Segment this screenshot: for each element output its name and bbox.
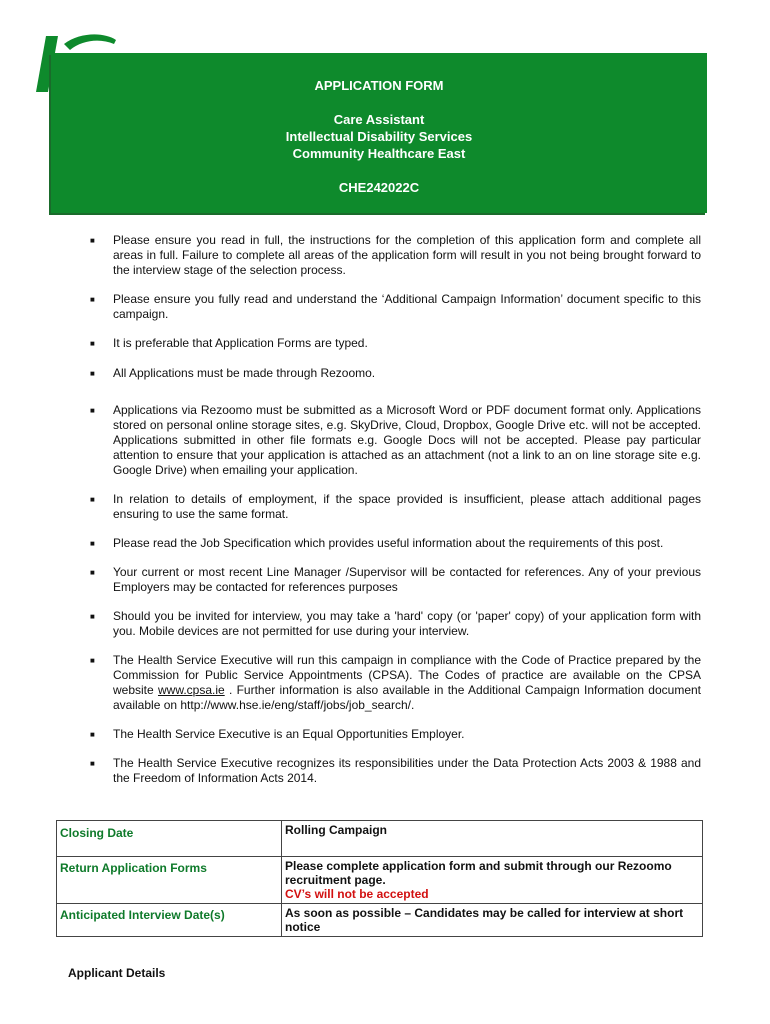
table-row bbox=[57, 904, 703, 937]
bullet-icon: ■ bbox=[90, 568, 95, 577]
list-item: ■ Your current or most recent Line Manager /Supervisor will be contacted for references. Any of your previous Employers may be contacted for references purposes bbox=[90, 565, 701, 594]
service-name: Intellectual Disability Services bbox=[285, 129, 473, 144]
form-title: APPLICATION FORM bbox=[314, 78, 444, 93]
list-item: ■ Please read the Job Specification which provides useful information about the requirements of this post. bbox=[90, 536, 664, 550]
applicant-details-heading: Applicant Details bbox=[68, 966, 166, 980]
list-item: ■ All Applications must be made through Rezoomo. bbox=[90, 366, 376, 380]
bullet-icon: ■ bbox=[90, 730, 95, 739]
bullet-icon: ■ bbox=[90, 495, 95, 504]
cpsa-link[interactable]: www.cpsa.ie bbox=[157, 683, 225, 697]
list-item: ■ Applications via Rezoomo must be submitted as a Microsoft Word or PDF document format only. Applications stored on personal online storage sites, e.g. SkyDrive, Cloud, Dropbox, Google Drive etc. will not be accepted. Applications submitted in other file formats e.g. Google Docs will not be accepted. Please pay particular attention to ensure that your application is attached as an attachment (not a link to an on line storage site e.g. Google Drive) when emailing your application. bbox=[90, 403, 701, 477]
job-title: Care Assistant bbox=[333, 112, 425, 127]
interview-date-label: Anticipated Interview Date(s) bbox=[57, 904, 282, 937]
campaign-info-table bbox=[56, 820, 703, 937]
list-item: ■ The Health Service Executive recognizes its responsibilities under the Data Protection Acts 2003 & 1988 and the Freedom of Information Acts 2014. bbox=[90, 756, 701, 785]
title-banner bbox=[51, 53, 707, 213]
bullet-icon: ■ bbox=[90, 612, 95, 621]
instructions-list bbox=[88, 233, 701, 786]
bullet-icon: ■ bbox=[90, 339, 95, 348]
closing-date-value: Rolling Campaign bbox=[282, 821, 703, 857]
return-forms-value: Please complete application form and submit through our Rezoomo recruitment page. CV’s will not be accepted bbox=[282, 857, 703, 904]
bullet-icon: ■ bbox=[90, 295, 95, 304]
list-item: ■ The Health Service Executive is an Equal Opportunities Employer. bbox=[90, 727, 465, 741]
bullet-icon: ■ bbox=[90, 369, 95, 378]
bullet-icon: ■ bbox=[90, 656, 95, 665]
table-row bbox=[57, 857, 703, 904]
closing-date-label: Closing Date bbox=[57, 821, 282, 857]
bullet-icon: ■ bbox=[90, 236, 95, 245]
list-item: ■ Please ensure you fully read and understand the ‘Additional Campaign Information’ document specific to this campaign. bbox=[90, 292, 701, 321]
list-item: ■ Should you be invited for interview, you may take a 'hard' copy (or 'paper' copy) of your application form with you. Mobile devices are not permitted for use during your interview. bbox=[90, 609, 701, 638]
area-name: Community Healthcare East bbox=[292, 146, 466, 161]
list-item: ■ Please ensure you read in full, the instructions for the completion of this application form and complete all areas in full. Failure to complete all areas of the application form will result in you not being brought forward to the interview stage of the selection process. bbox=[90, 233, 701, 277]
table-row bbox=[57, 821, 703, 857]
list-item: ■ It is preferable that Application Forms are typed. bbox=[90, 336, 368, 350]
bullet-icon: ■ bbox=[90, 759, 95, 768]
list-item: ■ The Health Service Executive will run this campaign in compliance with the Code of Practice prepared by the Commission for Public Service Appointments (CPSA). The Codes of practice are available on the CPSA website www.cpsa.ie . Further information is also available in the Additional Campaign Information document available on http://www.hse.ie/eng/staff/jobs/job_search/. bbox=[90, 653, 701, 712]
return-forms-label: Return Application Forms bbox=[57, 857, 282, 904]
interview-date-value: As soon as possible – Candidates may be called for interview at short notice bbox=[282, 904, 703, 937]
list-item: ■ In relation to details of employment, if the space provided is insufficient, please attach additional pages ensuring to use the same format. bbox=[90, 492, 701, 521]
cv-warning: CV’s will not be accepted bbox=[285, 887, 429, 901]
campaign-code: CHE242022C bbox=[338, 180, 420, 195]
bullet-icon: ■ bbox=[90, 406, 95, 415]
bullet-icon: ■ bbox=[90, 539, 95, 548]
